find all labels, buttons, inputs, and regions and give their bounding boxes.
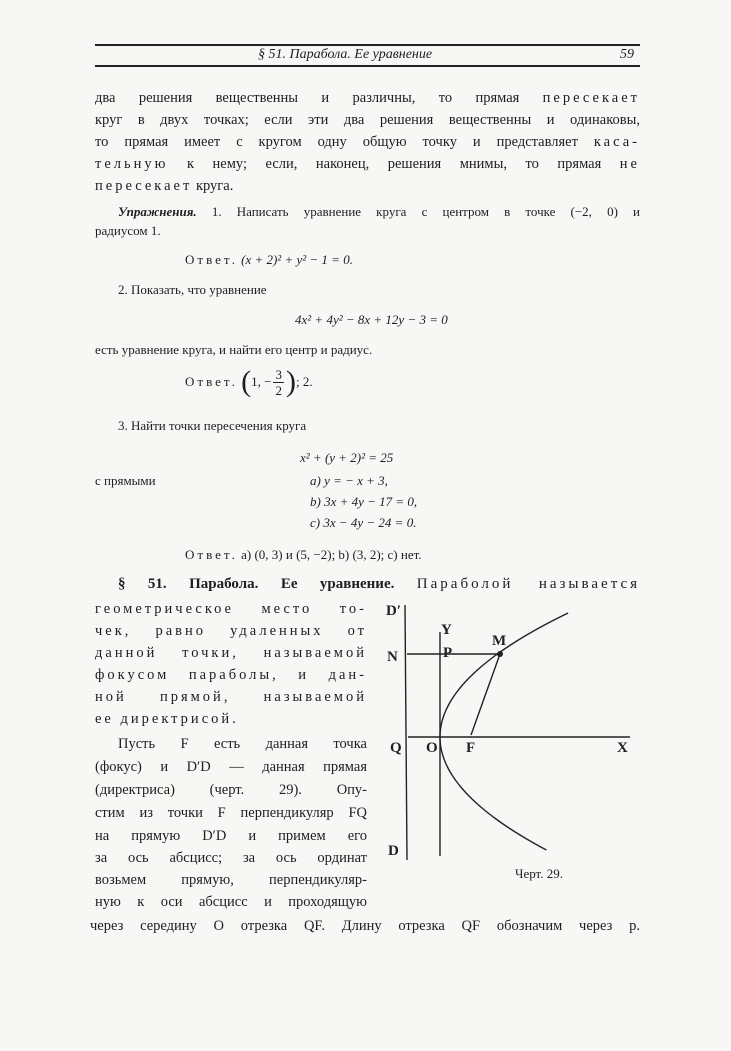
text-line: ную к оси абсцисс и проходящую: [95, 894, 367, 910]
running-header: § 51. Парабола. Ее уравнение: [258, 47, 433, 62]
text-line: круг в двух точках; если эти два решения вещественны и одинаковы,: [95, 112, 640, 128]
label-P: P: [443, 645, 453, 661]
exercise-1-cont: радиусом 1.: [95, 223, 161, 238]
text-line: через середину O отрезка QF. Длину отрезка QF обозначим через p.: [90, 918, 640, 934]
section-heading: § 51. Парабола. Ее уравнение. Параболой называется: [118, 576, 641, 592]
label-D: D: [388, 843, 399, 859]
text-line: два решения вещественны и различны, то прямая пересекает: [95, 90, 640, 106]
text-line: данной точки, называемой: [95, 645, 367, 661]
label-Y: Y: [441, 622, 452, 638]
exercise-2-cont: есть уравнение круга, и найти его центр и радиус.: [95, 342, 373, 357]
text-line: (директриса) (черт. 29). Опу-: [95, 782, 367, 798]
exercise-3: 3. Найти точки пересечения круга: [118, 418, 307, 433]
text-line: на прямую D′D и примем его: [95, 828, 367, 844]
point-M: [497, 651, 503, 657]
text-line: фокусом параболы, и дан-: [95, 667, 367, 683]
label-N: N: [387, 649, 398, 665]
exercise-1: Упражнения. 1. Написать уравнение круга с центром в точке (−2, 0) и: [118, 204, 640, 219]
text-line: стим из точки F перпендикуляр FQ: [95, 805, 367, 821]
exercise-3-line-b: b) 3x + 4y − 17 = 0,: [310, 494, 418, 509]
exercise-3-line-a: a) y = − x + 3,: [310, 473, 388, 488]
exercise-2-answer: Ответ. ( 1, − $\frac{3}{2}$ ) ; 2.: [185, 365, 313, 398]
figure-caption: Черт. 29.: [515, 866, 564, 881]
text-line: Пусть F есть данная точка: [118, 736, 367, 752]
directrix-line: [405, 605, 407, 860]
text-line: (фокус) и D′D — данная прямая: [95, 759, 367, 775]
text-line: чек, равно удаленных от: [95, 623, 367, 639]
label-X: X: [617, 740, 628, 756]
text-line: за ось абсцисс; за ось ординат: [95, 850, 367, 866]
page-number: 59: [620, 47, 634, 62]
text-line: пересекает круга.: [95, 178, 234, 194]
exercise-3-line-c: c) 3x − 4y − 24 = 0.: [310, 515, 417, 530]
label-O: O: [426, 740, 438, 756]
text-line: ной прямой, называемой: [95, 689, 367, 705]
text-line: возьмем прямую, перпендикуляр-: [95, 872, 367, 888]
exercise-2-equation: 4x² + 4y² − 8x + 12y − 3 = 0: [295, 312, 448, 327]
label-D-prime: D′: [386, 603, 402, 619]
exercise-2: 2. Показать, что уравнение: [118, 282, 267, 297]
text-line: тельную к нему; если, наконец, решения мнимы, то прямая не: [95, 156, 640, 172]
exercise-3-answer: Ответ. a) (0, 3) и (5, −2); b) (3, 2); c) нет.: [185, 547, 422, 562]
label-F: F: [466, 740, 476, 756]
segment-MF: [471, 654, 500, 735]
text-line: геометрическое место то-: [95, 601, 367, 617]
label-M: M: [492, 633, 507, 649]
text-line: ее директрисой.: [95, 711, 239, 727]
label-Q: Q: [390, 740, 402, 756]
exercise-3-equation: x² + (y + 2)² = 25: [300, 450, 394, 465]
text-line: то прямая имеет с кругом одну общую точку и представляет каса-: [95, 134, 640, 150]
exercise-3-with: с прямыми: [95, 473, 156, 488]
exercise-1-answer: Ответ. (x + 2)² + y² − 1 = 0.: [185, 252, 353, 267]
